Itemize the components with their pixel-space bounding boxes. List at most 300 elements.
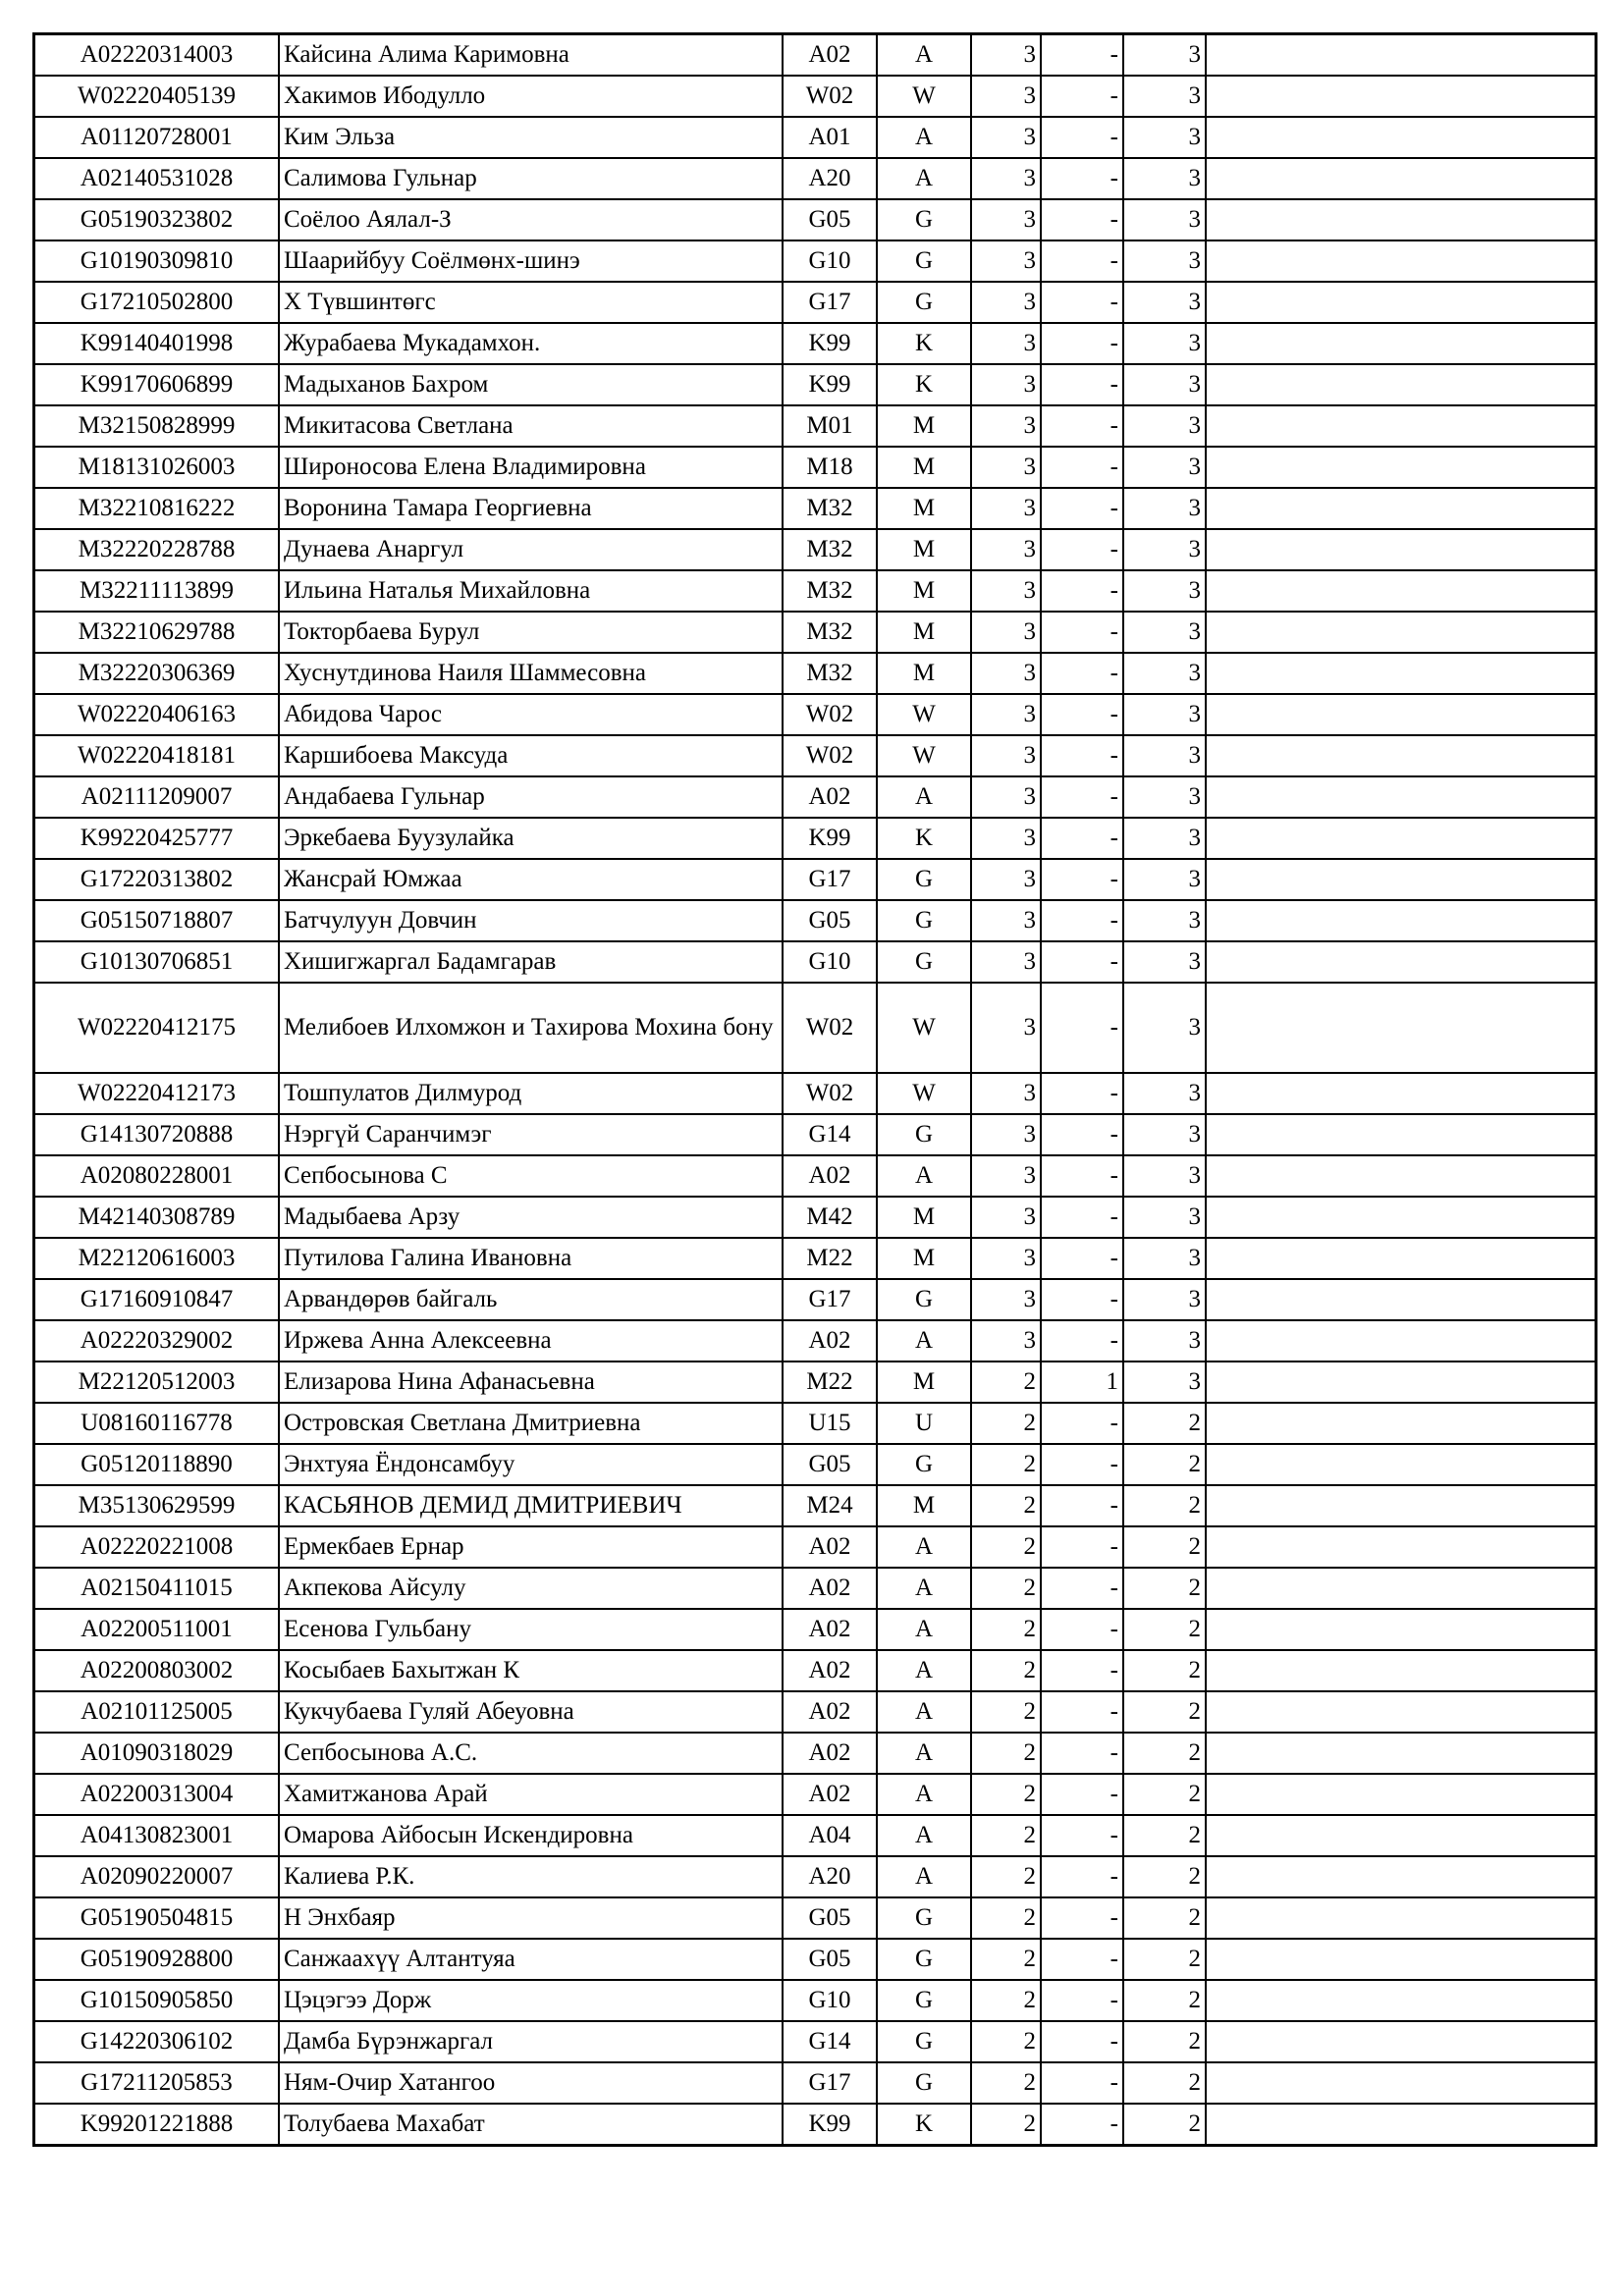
- total-cell: 3: [1123, 1279, 1206, 1320]
- notes-cell: [1206, 158, 1597, 199]
- total-cell: 3: [1123, 529, 1206, 570]
- group-cell: G: [877, 240, 971, 282]
- club-code-cell: M42: [783, 1197, 877, 1238]
- notes-cell: [1206, 859, 1597, 900]
- registration-id-cell: A02220329002: [34, 1320, 280, 1362]
- score-b-cell: -: [1041, 34, 1123, 77]
- club-code-cell: G17: [783, 282, 877, 323]
- table-row: [34, 34, 1597, 77]
- score-a-cell: 3: [971, 1197, 1041, 1238]
- group-cell: G: [877, 1279, 971, 1320]
- club-code-cell: A04: [783, 1815, 877, 1856]
- table-row: [34, 776, 1597, 818]
- group-cell: W: [877, 694, 971, 735]
- group-cell: A: [877, 34, 971, 77]
- total-cell: 2: [1123, 2104, 1206, 2146]
- registration-id-cell: A01090318029: [34, 1733, 280, 1774]
- group-cell: A: [877, 1320, 971, 1362]
- score-a-cell: 2: [971, 1362, 1041, 1403]
- score-a-cell: 3: [971, 1238, 1041, 1279]
- total-cell: 3: [1123, 735, 1206, 776]
- table-row: [34, 1733, 1597, 1774]
- participant-name-cell: Цэцэгээ Дорж: [279, 1980, 783, 2021]
- club-code-cell: M32: [783, 570, 877, 612]
- table-row: [34, 1238, 1597, 1279]
- notes-cell: [1206, 2021, 1597, 2062]
- score-a-cell: 2: [971, 2104, 1041, 2146]
- table-row: [34, 1856, 1597, 1897]
- score-b-cell: -: [1041, 1691, 1123, 1733]
- table-row: [34, 1568, 1597, 1609]
- total-cell: 3: [1123, 570, 1206, 612]
- club-code-cell: K99: [783, 2104, 877, 2146]
- score-a-cell: 2: [971, 1980, 1041, 2021]
- notes-cell: [1206, 282, 1597, 323]
- score-a-cell: 2: [971, 1444, 1041, 1485]
- table-row: [34, 282, 1597, 323]
- score-b-cell: -: [1041, 364, 1123, 405]
- score-a-cell: 3: [971, 529, 1041, 570]
- club-code-cell: M22: [783, 1238, 877, 1279]
- notes-cell: [1206, 1568, 1597, 1609]
- notes-cell: [1206, 364, 1597, 405]
- registration-id-cell: M32220228788: [34, 529, 280, 570]
- participant-name-cell: Шаарийбуу Соёлмөнх-шинэ: [279, 240, 783, 282]
- group-cell: A: [877, 158, 971, 199]
- results-table: [32, 32, 1597, 2147]
- participant-name-cell: Путилова Галина Ивановна: [279, 1238, 783, 1279]
- total-cell: 2: [1123, 1403, 1206, 1444]
- score-a-cell: 2: [971, 2062, 1041, 2104]
- total-cell: 3: [1123, 488, 1206, 529]
- club-code-cell: A20: [783, 158, 877, 199]
- total-cell: 3: [1123, 199, 1206, 240]
- registration-id-cell: A01120728001: [34, 117, 280, 158]
- registration-id-cell: A02101125005: [34, 1691, 280, 1733]
- notes-cell: [1206, 76, 1597, 117]
- score-b-cell: -: [1041, 570, 1123, 612]
- table-row: [34, 199, 1597, 240]
- club-code-cell: A02: [783, 1609, 877, 1650]
- score-b-cell: -: [1041, 488, 1123, 529]
- score-a-cell: 2: [971, 1526, 1041, 1568]
- total-cell: 3: [1123, 818, 1206, 859]
- participant-name-cell: Мелибоев Илхомжон и Тахирова Мохина бону: [279, 983, 783, 1073]
- total-cell: 3: [1123, 694, 1206, 735]
- table-row: [34, 1362, 1597, 1403]
- score-b-cell: -: [1041, 653, 1123, 694]
- group-cell: W: [877, 1073, 971, 1114]
- score-a-cell: 3: [971, 1320, 1041, 1362]
- registration-id-cell: M32211113899: [34, 570, 280, 612]
- score-b-cell: -: [1041, 447, 1123, 488]
- total-cell: 3: [1123, 1114, 1206, 1155]
- group-cell: K: [877, 364, 971, 405]
- group-cell: G: [877, 1939, 971, 1980]
- table-row: [34, 818, 1597, 859]
- club-code-cell: G10: [783, 1980, 877, 2021]
- score-b-cell: -: [1041, 240, 1123, 282]
- participant-name-cell: Ермекбаев Ернар: [279, 1526, 783, 1568]
- participant-name-cell: Дунаева Анаргул: [279, 529, 783, 570]
- score-b-cell: -: [1041, 1403, 1123, 1444]
- club-code-cell: A02: [783, 1155, 877, 1197]
- participant-name-cell: Мадыханов Бахром: [279, 364, 783, 405]
- club-code-cell: W02: [783, 76, 877, 117]
- score-a-cell: 3: [971, 158, 1041, 199]
- score-a-cell: 3: [971, 323, 1041, 364]
- total-cell: 3: [1123, 859, 1206, 900]
- group-cell: M: [877, 570, 971, 612]
- table-row: [34, 1073, 1597, 1114]
- score-b-cell: -: [1041, 282, 1123, 323]
- table-row: [34, 76, 1597, 117]
- score-b-cell: -: [1041, 1279, 1123, 1320]
- notes-cell: [1206, 1939, 1597, 1980]
- group-cell: M: [877, 405, 971, 447]
- total-cell: 2: [1123, 1856, 1206, 1897]
- registration-id-cell: K99201221888: [34, 2104, 280, 2146]
- total-cell: 3: [1123, 158, 1206, 199]
- total-cell: 3: [1123, 240, 1206, 282]
- participant-name-cell: Жансрай Юмжаа: [279, 859, 783, 900]
- registration-id-cell: A02150411015: [34, 1568, 280, 1609]
- club-code-cell: M18: [783, 447, 877, 488]
- table-row: [34, 447, 1597, 488]
- score-a-cell: 3: [971, 364, 1041, 405]
- group-cell: M: [877, 529, 971, 570]
- total-cell: 3: [1123, 612, 1206, 653]
- club-code-cell: G14: [783, 1114, 877, 1155]
- score-b-cell: -: [1041, 735, 1123, 776]
- score-a-cell: 3: [971, 447, 1041, 488]
- score-b-cell: -: [1041, 1774, 1123, 1815]
- notes-cell: [1206, 1980, 1597, 2021]
- score-b-cell: -: [1041, 117, 1123, 158]
- club-code-cell: G05: [783, 199, 877, 240]
- score-b-cell: -: [1041, 776, 1123, 818]
- table-row: [34, 570, 1597, 612]
- table-row: [34, 694, 1597, 735]
- group-cell: G: [877, 2062, 971, 2104]
- table-row: [34, 1939, 1597, 1980]
- registration-id-cell: A02200313004: [34, 1774, 280, 1815]
- group-cell: G: [877, 1897, 971, 1939]
- notes-cell: [1206, 653, 1597, 694]
- score-a-cell: 3: [971, 199, 1041, 240]
- club-code-cell: W02: [783, 1073, 877, 1114]
- notes-cell: [1206, 2062, 1597, 2104]
- notes-cell: [1206, 735, 1597, 776]
- score-b-cell: -: [1041, 859, 1123, 900]
- club-code-cell: M32: [783, 529, 877, 570]
- club-code-cell: A02: [783, 1691, 877, 1733]
- score-b-cell: -: [1041, 941, 1123, 983]
- group-cell: A: [877, 1733, 971, 1774]
- group-cell: M: [877, 653, 971, 694]
- participant-name-cell: Батчулуун Довчин: [279, 900, 783, 941]
- notes-cell: [1206, 1815, 1597, 1856]
- notes-cell: [1206, 1897, 1597, 1939]
- participant-name-cell: Абидова Чарос: [279, 694, 783, 735]
- group-cell: G: [877, 1114, 971, 1155]
- group-cell: A: [877, 1774, 971, 1815]
- registration-id-cell: M32150828999: [34, 405, 280, 447]
- registration-id-cell: G05190504815: [34, 1897, 280, 1939]
- table-row: [34, 1774, 1597, 1815]
- notes-cell: [1206, 1526, 1597, 1568]
- group-cell: G: [877, 282, 971, 323]
- group-cell: A: [877, 1691, 971, 1733]
- score-a-cell: 3: [971, 34, 1041, 77]
- total-cell: 3: [1123, 34, 1206, 77]
- club-code-cell: M22: [783, 1362, 877, 1403]
- notes-cell: [1206, 1856, 1597, 1897]
- club-code-cell: A01: [783, 117, 877, 158]
- score-a-cell: 2: [971, 1733, 1041, 1774]
- notes-cell: [1206, 117, 1597, 158]
- notes-cell: [1206, 983, 1597, 1073]
- table-row: [34, 158, 1597, 199]
- table-row: [34, 488, 1597, 529]
- registration-id-cell: A02111209007: [34, 776, 280, 818]
- table-row: [34, 2021, 1597, 2062]
- registration-id-cell: M22120616003: [34, 1238, 280, 1279]
- club-code-cell: G17: [783, 859, 877, 900]
- club-code-cell: G10: [783, 240, 877, 282]
- table-row: [34, 1815, 1597, 1856]
- participant-name-cell: Косыбаев Бахытжан К: [279, 1650, 783, 1691]
- score-a-cell: 3: [971, 488, 1041, 529]
- registration-id-cell: K99170606899: [34, 364, 280, 405]
- registration-id-cell: G05190323802: [34, 199, 280, 240]
- registration-id-cell: A04130823001: [34, 1815, 280, 1856]
- notes-cell: [1206, 1403, 1597, 1444]
- group-cell: G: [877, 941, 971, 983]
- participant-name-cell: Хуснутдинова Наиля Шаммесовна: [279, 653, 783, 694]
- group-cell: G: [877, 1980, 971, 2021]
- club-code-cell: M24: [783, 1485, 877, 1526]
- registration-id-cell: W02220412175: [34, 983, 280, 1073]
- group-cell: G: [877, 2021, 971, 2062]
- score-b-cell: -: [1041, 1856, 1123, 1897]
- club-code-cell: A02: [783, 1526, 877, 1568]
- group-cell: U: [877, 1403, 971, 1444]
- score-b-cell: -: [1041, 1444, 1123, 1485]
- registration-id-cell: G10130706851: [34, 941, 280, 983]
- notes-cell: [1206, 1362, 1597, 1403]
- total-cell: 2: [1123, 1774, 1206, 1815]
- notes-cell: [1206, 1155, 1597, 1197]
- group-cell: K: [877, 2104, 971, 2146]
- participant-name-cell: Сепбосынова С: [279, 1155, 783, 1197]
- participant-name-cell: Энхтуяа Ёндонсамбуу: [279, 1444, 783, 1485]
- notes-cell: [1206, 529, 1597, 570]
- score-a-cell: 2: [971, 1650, 1041, 1691]
- registration-id-cell: M22120512003: [34, 1362, 280, 1403]
- participant-name-cell: Акпекова Айсулу: [279, 1568, 783, 1609]
- table-row: [34, 653, 1597, 694]
- notes-cell: [1206, 1691, 1597, 1733]
- registration-id-cell: A02200511001: [34, 1609, 280, 1650]
- notes-cell: [1206, 1609, 1597, 1650]
- registration-id-cell: G17210502800: [34, 282, 280, 323]
- notes-cell: [1206, 570, 1597, 612]
- group-cell: K: [877, 323, 971, 364]
- notes-cell: [1206, 612, 1597, 653]
- club-code-cell: M32: [783, 653, 877, 694]
- score-a-cell: 3: [971, 776, 1041, 818]
- score-a-cell: 3: [971, 653, 1041, 694]
- total-cell: 2: [1123, 2062, 1206, 2104]
- score-a-cell: 3: [971, 859, 1041, 900]
- registration-id-cell: A02090220007: [34, 1856, 280, 1897]
- score-b-cell: -: [1041, 1815, 1123, 1856]
- registration-id-cell: M42140308789: [34, 1197, 280, 1238]
- notes-cell: [1206, 1238, 1597, 1279]
- participant-name-cell: Хамитжанова Арай: [279, 1774, 783, 1815]
- score-a-cell: 3: [971, 941, 1041, 983]
- score-b-cell: -: [1041, 1073, 1123, 1114]
- score-a-cell: 3: [971, 1155, 1041, 1197]
- score-b-cell: -: [1041, 818, 1123, 859]
- notes-cell: [1206, 1774, 1597, 1815]
- registration-id-cell: A02080228001: [34, 1155, 280, 1197]
- total-cell: 2: [1123, 1609, 1206, 1650]
- table-row: [34, 1485, 1597, 1526]
- score-b-cell: -: [1041, 1485, 1123, 1526]
- participant-name-cell: Х Түвшинтөгс: [279, 282, 783, 323]
- group-cell: W: [877, 983, 971, 1073]
- participant-name-cell: Островская Светлана Дмитриевна: [279, 1403, 783, 1444]
- participant-name-cell: Каршибоева Максуда: [279, 735, 783, 776]
- score-b-cell: -: [1041, 1733, 1123, 1774]
- table-row: [34, 1444, 1597, 1485]
- score-b-cell: -: [1041, 1114, 1123, 1155]
- club-code-cell: W02: [783, 983, 877, 1073]
- total-cell: 3: [1123, 776, 1206, 818]
- club-code-cell: G17: [783, 1279, 877, 1320]
- notes-cell: [1206, 240, 1597, 282]
- score-a-cell: 2: [971, 1939, 1041, 1980]
- score-a-cell: 3: [971, 282, 1041, 323]
- notes-cell: [1206, 1320, 1597, 1362]
- score-a-cell: 2: [971, 1815, 1041, 1856]
- table-row: [34, 1403, 1597, 1444]
- club-code-cell: A02: [783, 1568, 877, 1609]
- registration-id-cell: G17160910847: [34, 1279, 280, 1320]
- participant-name-cell: Есенова Гульбану: [279, 1609, 783, 1650]
- registration-id-cell: G17211205853: [34, 2062, 280, 2104]
- table-row: [34, 900, 1597, 941]
- score-b-cell: -: [1041, 1526, 1123, 1568]
- participant-name-cell: Микитасова Светлана: [279, 405, 783, 447]
- participant-name-cell: Эркебаева Буузулайка: [279, 818, 783, 859]
- participant-name-cell: Ильина Наталья Михайловна: [279, 570, 783, 612]
- registration-id-cell: W02220418181: [34, 735, 280, 776]
- table-row: [34, 117, 1597, 158]
- table-row: [34, 1609, 1597, 1650]
- table-row: [34, 735, 1597, 776]
- group-cell: G: [877, 1444, 971, 1485]
- club-code-cell: U15: [783, 1403, 877, 1444]
- total-cell: 2: [1123, 1650, 1206, 1691]
- score-a-cell: 2: [971, 1774, 1041, 1815]
- participant-name-cell: Толубаева Махабат: [279, 2104, 783, 2146]
- participant-name-cell: Воронина Тамара Георгиевна: [279, 488, 783, 529]
- notes-cell: [1206, 818, 1597, 859]
- club-code-cell: K99: [783, 364, 877, 405]
- table-row: [34, 1114, 1597, 1155]
- club-code-cell: G17: [783, 2062, 877, 2104]
- table-row: [34, 405, 1597, 447]
- total-cell: 3: [1123, 447, 1206, 488]
- total-cell: 3: [1123, 364, 1206, 405]
- club-code-cell: G05: [783, 1939, 877, 1980]
- participant-name-cell: Кайсина Алима Каримовна: [279, 34, 783, 77]
- participant-name-cell: Широносова Елена Владимировна: [279, 447, 783, 488]
- score-a-cell: 3: [971, 612, 1041, 653]
- table-row: [34, 364, 1597, 405]
- table-row: [34, 1691, 1597, 1733]
- registration-id-cell: W02220406163: [34, 694, 280, 735]
- participant-name-cell: Нэргүй Саранчимэг: [279, 1114, 783, 1155]
- registration-id-cell: W02220405139: [34, 76, 280, 117]
- score-a-cell: 3: [971, 240, 1041, 282]
- score-a-cell: 3: [971, 1114, 1041, 1155]
- participant-name-cell: Санжаахүү Алтантуяа: [279, 1939, 783, 1980]
- score-a-cell: 3: [971, 405, 1041, 447]
- group-cell: W: [877, 735, 971, 776]
- total-cell: 3: [1123, 983, 1206, 1073]
- total-cell: 3: [1123, 1073, 1206, 1114]
- score-a-cell: 3: [971, 1279, 1041, 1320]
- score-b-cell: -: [1041, 1568, 1123, 1609]
- club-code-cell: A02: [783, 34, 877, 77]
- group-cell: A: [877, 1155, 971, 1197]
- registration-id-cell: A02220221008: [34, 1526, 280, 1568]
- score-a-cell: 2: [971, 1856, 1041, 1897]
- participant-name-cell: Журабаева Мукадамхон.: [279, 323, 783, 364]
- registration-id-cell: G05150718807: [34, 900, 280, 941]
- registration-id-cell: G05190928800: [34, 1939, 280, 1980]
- total-cell: 2: [1123, 1939, 1206, 1980]
- score-b-cell: -: [1041, 983, 1123, 1073]
- score-b-cell: -: [1041, 1650, 1123, 1691]
- total-cell: 3: [1123, 1362, 1206, 1403]
- participant-name-cell: Дамба Бүрэнжаргал: [279, 2021, 783, 2062]
- participant-name-cell: Елизарова Нина Афанасьевна: [279, 1362, 783, 1403]
- table-row: [34, 1980, 1597, 2021]
- club-code-cell: G14: [783, 2021, 877, 2062]
- notes-cell: [1206, 776, 1597, 818]
- club-code-cell: A20: [783, 1856, 877, 1897]
- notes-cell: [1206, 488, 1597, 529]
- participant-name-cell: Омарова Айбосын Искендировна: [279, 1815, 783, 1856]
- group-cell: W: [877, 76, 971, 117]
- group-cell: G: [877, 859, 971, 900]
- total-cell: 3: [1123, 1320, 1206, 1362]
- group-cell: G: [877, 199, 971, 240]
- score-a-cell: 2: [971, 1897, 1041, 1939]
- score-b-cell: -: [1041, 1980, 1123, 2021]
- participant-name-cell: Ким Эльза: [279, 117, 783, 158]
- club-code-cell: G05: [783, 900, 877, 941]
- club-code-cell: A02: [783, 1774, 877, 1815]
- notes-cell: [1206, 941, 1597, 983]
- registration-id-cell: A02200803002: [34, 1650, 280, 1691]
- club-code-cell: M32: [783, 612, 877, 653]
